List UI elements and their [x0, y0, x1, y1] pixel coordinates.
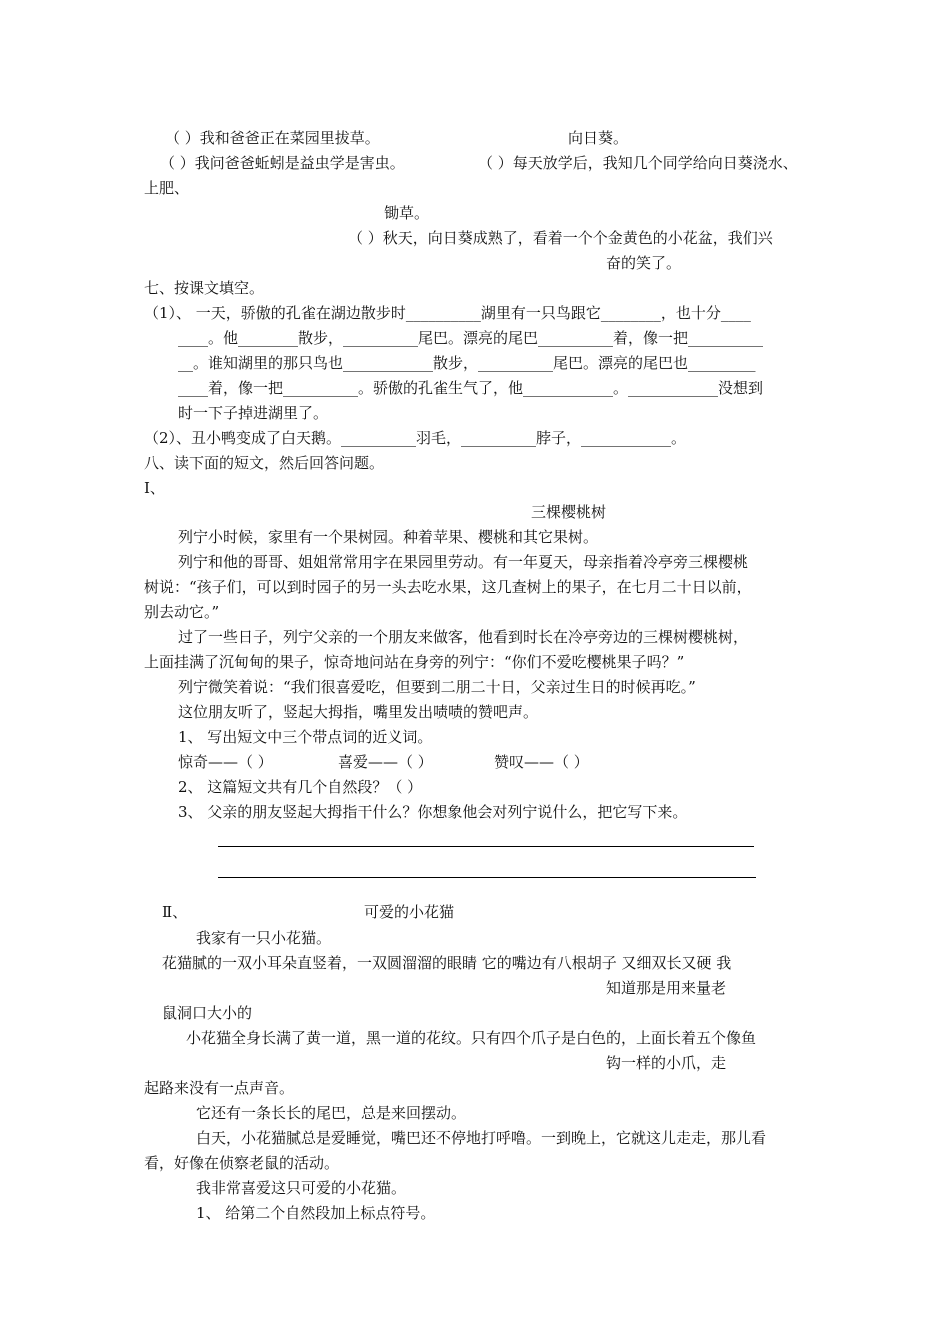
passage-paragraph: 鼠洞口大小的	[162, 1004, 253, 1022]
passage-paragraph: 白天，小花猫腻总是爱睡觉，嘴巴还不停地打呼噜。一到晚上，它就这儿走走，那儿看	[196, 1129, 767, 1147]
section-heading: 七、按课文填空。	[144, 279, 265, 297]
passage-paragraph: 我非常喜爱这只可爱的小花猫。	[196, 1179, 407, 1197]
fill-blank-line: （1）、 一天，骄傲的孔雀在湖边散步时__________湖里有一只鸟跟它________，也十分____	[144, 304, 751, 322]
answer-line	[218, 846, 754, 847]
passage-paragraph: 花猫腻的一双小耳朵直竖着，一双圆溜溜的眼睛 它的嘴边有八根胡子 又细双长又硬 我	[162, 954, 732, 972]
passage-paragraph: 上面挂满了沉甸甸的果子，惊奇地问站在身旁的列宁：“你们不爱吃樱桃果子吗？”	[144, 653, 685, 671]
synonym-answer: 喜爱——（ ）	[338, 753, 433, 771]
passage-paragraph: 起路来没有一点声音。	[144, 1079, 295, 1097]
sorting-sentence: （ ）每天放学后，我知几个同学给向日葵浇水、	[478, 154, 798, 172]
question: 1、 给第二个自然段加上标点符号。	[196, 1204, 436, 1222]
passage-paragraph: 知道那是用来量老	[606, 979, 727, 997]
passage-title: 可爱的小花猫	[364, 903, 455, 921]
sorting-sentence: （ ）秋天，向日葵成熟了，看着一个个金黄色的小花盆，我们兴	[348, 229, 773, 247]
sorting-sentence: 上肥、	[144, 179, 190, 197]
passage-title: 三棵樱桃树	[531, 503, 607, 521]
passage-paragraph: 它还有一条长长的尾巴，总是来回摆动。	[196, 1104, 467, 1122]
passage-paragraph: 小花猫全身长满了黄一道，黑一道的花纹。只有四个爪子是白色的，上面长着五个像鱼	[186, 1029, 757, 1047]
question: 1、 写出短文中三个带点词的近义词。	[178, 728, 433, 746]
question: 2、 这篇短文共有几个自然段？（ ）	[178, 778, 423, 796]
question: 3、 父亲的朋友竖起大拇指干什么？你想象他会对列宁说什么，把它写下来。	[178, 803, 688, 821]
passage-paragraph: 我家有一只小花猫。	[196, 929, 332, 947]
sorting-sentence: （ ）我和爸爸正在菜园里拔草。	[165, 129, 380, 147]
part-label: Ⅱ、	[162, 903, 188, 921]
passage-paragraph: 看，好像在侦察老鼠的活动。	[144, 1154, 340, 1172]
fill-blank-line: （2）、丑小鸭变成了白天鹅。__________羽毛，__________脖子，____________。	[144, 429, 687, 447]
synonym-answer: 惊奇——（ ）	[178, 753, 273, 771]
part-label: Ⅰ、	[144, 479, 165, 497]
sorting-sentence: 锄草。	[384, 204, 430, 222]
synonym-answer: 赞叹——（ ）	[494, 753, 589, 771]
answer-line	[218, 877, 756, 878]
passage-paragraph: 这位朋友听了，竖起大拇指，嘴里发出啧啧的赞吧声。	[178, 703, 539, 721]
section-heading: 八、读下面的短文，然后回答问题。	[144, 454, 385, 472]
fill-blank-line: __。谁知湖里的那只鸟也____________散步，__________尾巴。漂亮的尾巴也_________	[178, 354, 756, 372]
passage-paragraph: 列宁和他的哥哥、姐姐常常用字在果园里劳动。有一年夏天，母亲指着冷亭旁三棵樱桃	[178, 553, 749, 571]
passage-paragraph: 过了一些日子，列宁父亲的一个朋友来做客，他看到时长在冷亭旁边的三棵树樱桃树，	[178, 628, 749, 646]
sorting-sentence: 奋的笑了。	[606, 254, 682, 272]
sorting-sentence: 向日葵。	[568, 129, 629, 147]
passage-paragraph: 钩一样的小爪，走	[606, 1054, 727, 1072]
fill-blank-line: ____着，像一把__________。骄傲的孔雀生气了，他____________。____________没想到	[178, 379, 764, 397]
fill-blank-line: ____。他________散步，__________尾巴。漂亮的尾巴__________着，像一把__________	[178, 329, 764, 347]
passage-paragraph: 列宁小时候，家里有一个果树园。种着苹果、樱桃和其它果树。	[178, 528, 599, 546]
passage-paragraph: 树说：“孩子们，可以到时园子的另一头去吃水果，这几查树上的果子，在七月二十日以前，	[144, 578, 752, 596]
sorting-sentence: （ ）我问爸爸蚯蚓是益虫学是害虫。	[160, 154, 405, 172]
fill-blank-line: 时一下子掉进湖里了。	[178, 404, 329, 422]
passage-paragraph: 别去动它。”	[144, 603, 220, 621]
passage-paragraph: 列宁微笑着说：“我们很喜爱吃，但要到二朋二十日，父亲过生日的时候再吃。”	[178, 678, 696, 696]
